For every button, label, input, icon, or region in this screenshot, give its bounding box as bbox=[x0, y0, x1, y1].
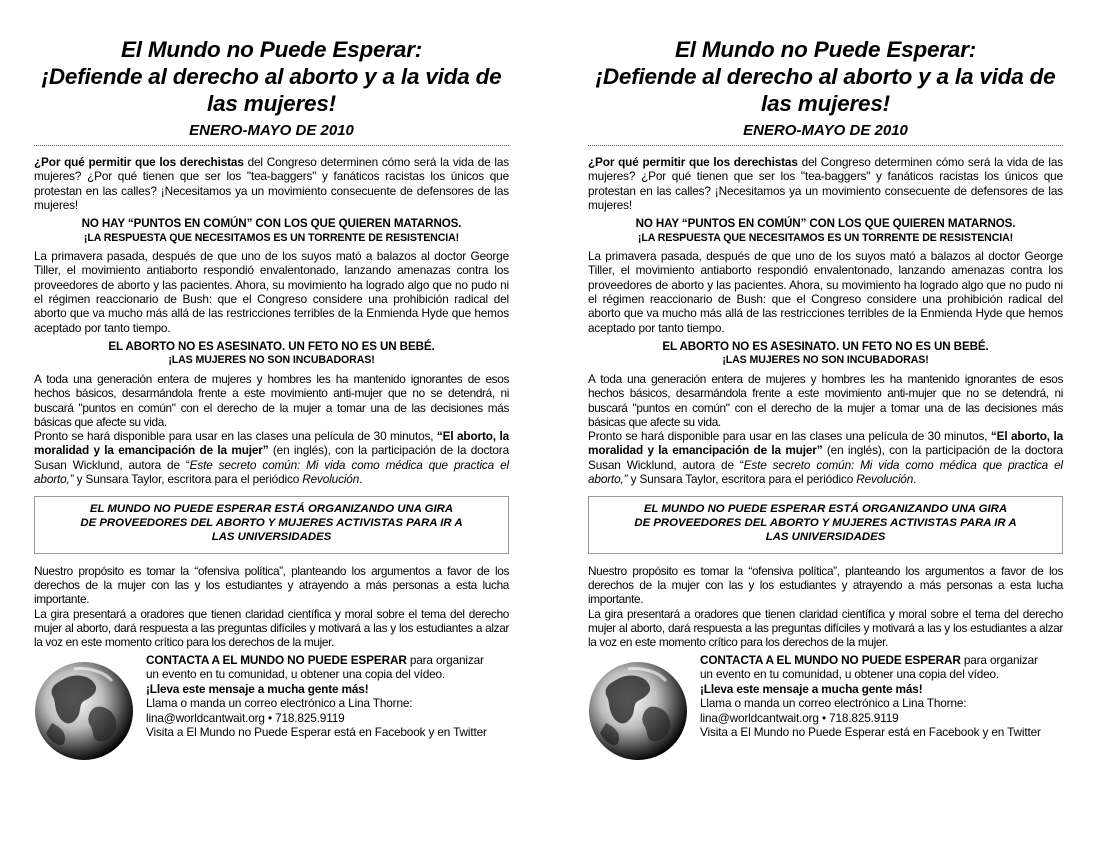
paragraph-tour: La gira presentará a oradores que tienen claridad científica y moral sobre el tema del derecho mujer al aborto, dará respuesta a las preguntas difíciles y motivará a las y los estudiantes a alzar la voz en este momento crítico para los derechos de la mujer. bbox=[588, 606, 1063, 650]
flyer-right bbox=[588, 36, 1063, 765]
flyer-date: ENERO-MAYO DE 2010 bbox=[189, 122, 354, 139]
earth-globe-icon bbox=[588, 661, 688, 761]
section-heading-2: EL ABORTO NO ES ASESINATO. UN FETO NO ES UN BEBÉ. ¡LAS MUJERES NO SON INCUBADORAS! bbox=[662, 339, 989, 367]
contact-email-phone: lina@worldcantwait.org • 718.825.9119 bbox=[146, 710, 345, 725]
paragraph-purpose: Nuestro propósito es tomar la “ofensiva política”, planteando los argumentos a favor de los derechos de la mujer con las y los estudiantes y atrayendo a más personas a esta lucha importante. bbox=[34, 563, 509, 607]
contact-info: CONTACTA A EL MUNDO NO PUEDE ESPERAR para organizar un evento en tu comunidad, u obtener una copia del vídeo. ¡Lleva este mensaje a mucha gente más! Llama o manda un correo electrónico a Lina Thorne: lina@worldcantwait.org • 718.825.9119 Visita a El Mundo no Puede Esperar está en Facebook y en Twitter bbox=[146, 653, 510, 741]
intro-paragraph: ¿Por qué permitir que los derechistas del Congreso determinen cómo será la vida de las mujeres? ¿Por qué tienen que ser los "tea-baggers" y fanáticos racistas los únicos que protestan en las calles? ¡Necesitamos ya un movimiento consecuente de defensores de las mujeres! bbox=[34, 155, 509, 212]
flyer-title: El Mundo no Puede Esperar: ¡Defiende al derecho al aborto y a la vida de las mujeres! bbox=[41, 37, 502, 116]
section-heading-2: EL ABORTO NO ES ASESINATO. UN FETO NO ES UN BEBÉ. ¡LAS MUJERES NO SON INCUBADORAS! bbox=[108, 339, 435, 367]
tour-announcement-box: EL MUNDO NO PUEDE ESPERAR ESTÁ ORGANIZANDO UNA GIRA DE PROVEEDORES DEL ABORTO Y MUJERES ACTIVISTAS PARA IR A LAS UNIVERSIDADES bbox=[588, 496, 1063, 553]
contact-section bbox=[588, 653, 1063, 765]
flyer-date: ENERO-MAYO DE 2010 bbox=[743, 122, 908, 139]
paragraph-generation: A toda una generación entera de mujeres y hombres les ha mantenido ignorantes de esos hechos básicos, desarmándola frente a este movimiento anti-mujer que no se detendrá, ni buscará "puntos en común" con el derecho de la mujer a tomar una de las decisiones más básicas que afecte su vida. bbox=[588, 371, 1063, 429]
tour-announcement-box: EL MUNDO NO PUEDE ESPERAR ESTÁ ORGANIZANDO UNA GIRA DE PROVEEDORES DEL ABORTO Y MUJERES ACTIVISTAS PARA IR A LAS UNIVERSIDADES bbox=[34, 496, 509, 553]
paragraph-purpose: Nuestro propósito es tomar la “ofensiva política”, planteando los argumentos a favor de los derechos de la mujer con las y los estudiantes y atrayendo a más personas a esta lucha importante. bbox=[588, 563, 1063, 607]
contact-info: CONTACTA A EL MUNDO NO PUEDE ESPERAR para organizar un evento en tu comunidad, u obtener una copia del vídeo. ¡Lleva este mensaje a mucha gente más! Llama o manda un correo electrónico a Lina Thorne: lina@worldcantwait.org • 718.825.9119 Visita a El Mundo no Puede Esperar está en Facebook y en Twitter bbox=[700, 653, 1064, 741]
earth-globe-icon bbox=[34, 661, 134, 761]
flyer-title: El Mundo no Puede Esperar: ¡Defiende al derecho al aborto y a la vida de las mujeres! bbox=[595, 37, 1056, 116]
paragraph-tour: La gira presentará a oradores que tienen claridad científica y moral sobre el tema del derecho mujer al aborto, dará respuesta a las preguntas difíciles y motivará a las y los estudiantes a alzar la voz en este momento crítico para los derechos de la mujer. bbox=[34, 606, 509, 650]
paragraph-film: Pronto se hará disponible para usar en las clases una película de 30 minutos, “El aborto, la moralidad y la emancipación de la mujer” (en inglés), con la participación de la doctora Susan Wicklund, autora de “Este secreto común: Mi vida como médica que practica el aborto,” y Sunsara Taylor, escritora para el periódico Revolución. bbox=[588, 429, 1063, 487]
intro-paragraph: ¿Por qué permitir que los derechistas del Congreso determinen cómo será la vida de las mujeres? ¿Por qué tienen que ser los "tea-baggers" y fanáticos racistas los únicos que protestan en las calles? ¡Necesitamos ya un movimiento consecuente de defensores de las mujeres! bbox=[588, 155, 1063, 212]
dotted-divider bbox=[588, 145, 1063, 146]
paragraph-film: Pronto se hará disponible para usar en las clases una película de 30 minutos, “El aborto, la moralidad y la emancipación de la mujer” (en inglés), con la participación de la doctora Susan Wicklund, autora de “Este secreto común: Mi vida como médica que practica el aborto,” y Sunsara Taylor, escritora para el periódico Revolución. bbox=[34, 429, 509, 487]
dotted-divider bbox=[34, 145, 509, 146]
section-heading-1: NO HAY “PUNTOS EN COMÚN” CON LOS QUE QUIEREN MATARNOS. ¡LA RESPUESTA QUE NECESITAMOS ES UN TORRENTE DE RESISTENCIA! bbox=[635, 217, 1016, 244]
flyer-left bbox=[34, 36, 509, 765]
contact-email-phone: lina@worldcantwait.org • 718.825.9119 bbox=[700, 710, 899, 725]
paragraph-tiller: La primavera pasada, después de que uno de los suyos mató a balazos al doctor George Tiller, el movimiento antiaborto respondió envalentonado, lanzando amenazas contra los proveedores de aborto y las pacientes. Ahora, su movimiento ha logrado algo que no pudo ni el régimen reaccionario de Bush: que el Congreso considere una prohibición radical del aborto que va mucho más allá de las restricciones terribles de la Enmienda Hyde que hemos aceptado por tanto tiempo. bbox=[34, 249, 509, 335]
contact-section bbox=[34, 653, 509, 765]
paragraph-generation: A toda una generación entera de mujeres y hombres les ha mantenido ignorantes de esos hechos básicos, desarmándola frente a este movimiento anti-mujer que no se detendrá, ni buscará "puntos en común" con el derecho de la mujer a tomar una de las decisiones más básicas que afecte su vida. bbox=[34, 371, 509, 429]
section-heading-1: NO HAY “PUNTOS EN COMÚN” CON LOS QUE QUIEREN MATARNOS. ¡LA RESPUESTA QUE NECESITAMOS ES UN TORRENTE DE RESISTENCIA! bbox=[81, 217, 462, 244]
paragraph-tiller: La primavera pasada, después de que uno de los suyos mató a balazos al doctor George Tiller, el movimiento antiaborto respondió envalentonado, lanzando amenazas contra los proveedores de aborto y las pacientes. Ahora, su movimiento ha logrado algo que no pudo ni el régimen reaccionario de Bush: que el Congreso considere una prohibición radical del aborto que va mucho más allá de las restricciones terribles de la Enmienda Hyde que hemos aceptado por tanto tiempo. bbox=[588, 249, 1063, 335]
